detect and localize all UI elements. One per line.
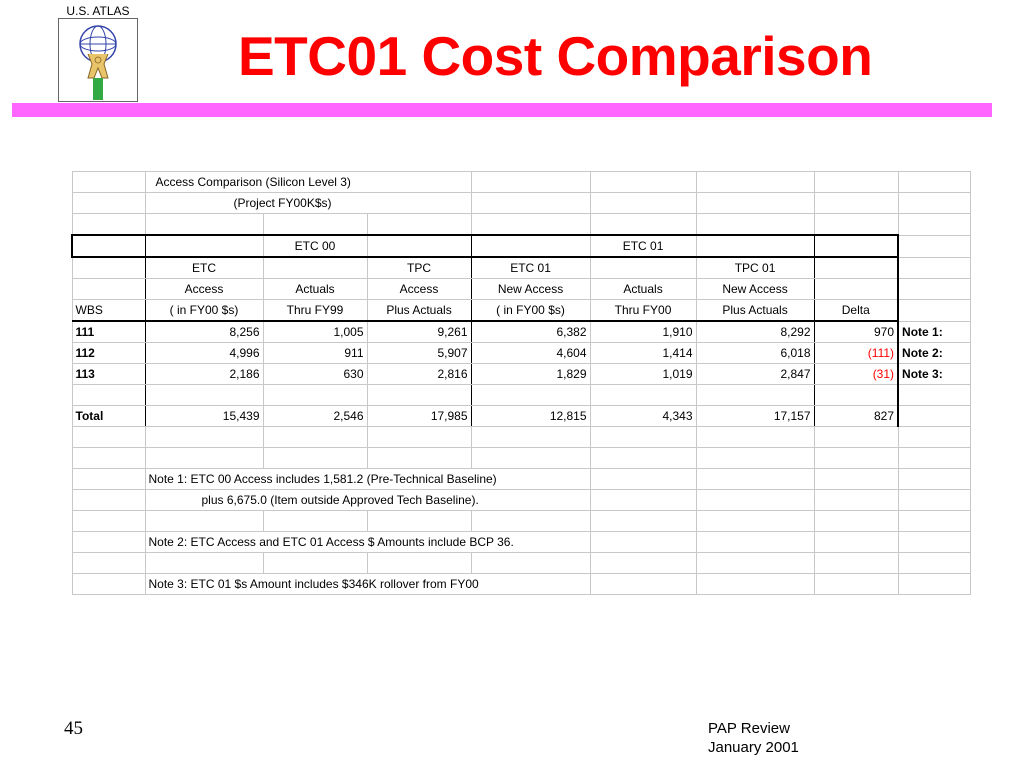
footer-line-1: PAP Review xyxy=(708,720,790,737)
header-cell: New Access xyxy=(471,279,590,300)
header-cell: New Access xyxy=(696,279,814,300)
group-etc00: ETC 00 xyxy=(263,235,367,257)
table-subtitle-row xyxy=(72,193,970,214)
value-cell: 6,382 xyxy=(471,321,590,343)
header-cell: Thru FY00 xyxy=(590,300,696,322)
group-header-row xyxy=(72,235,970,257)
header-cell: Actuals xyxy=(263,279,367,300)
header-cell: Plus Actuals xyxy=(696,300,814,322)
atlas-figure-globe-icon xyxy=(58,18,138,102)
value-cell: 2,816 xyxy=(367,364,471,385)
total-value: 17,157 xyxy=(696,406,814,427)
header-cell: ( in FY00 $s) xyxy=(145,300,263,322)
table-row xyxy=(72,343,970,364)
wbs-cell: 112 xyxy=(72,343,145,364)
table-title: Access Comparison (Silicon Level 3) xyxy=(145,172,471,193)
header-row-3 xyxy=(72,300,970,322)
value-cell: 1,829 xyxy=(471,364,590,385)
note-row xyxy=(72,532,970,553)
total-value: 4,343 xyxy=(590,406,696,427)
note-1-text: Note 1: ETC 00 Access includes 1,581.2 (Pre-Technical Baseline) xyxy=(145,469,590,490)
value-cell: 1,005 xyxy=(263,321,367,343)
wbs-cell: 111 xyxy=(72,321,145,343)
note-row xyxy=(72,574,970,595)
header-cell: Access xyxy=(145,279,263,300)
header-cell xyxy=(814,279,898,300)
note-row xyxy=(72,469,970,490)
header-delta: Delta xyxy=(814,300,898,322)
note-label: Note 3: xyxy=(898,364,970,385)
header-cell: ( in FY00 $s) xyxy=(471,300,590,322)
value-cell: 4,604 xyxy=(471,343,590,364)
cost-comparison-table xyxy=(71,171,971,595)
header-cell xyxy=(263,257,367,279)
value-cell: 4,996 xyxy=(145,343,263,364)
header-cell: TPC 01 xyxy=(696,257,814,279)
title-rule xyxy=(12,103,992,117)
value-cell: 2,186 xyxy=(145,364,263,385)
note-1-continued: plus 6,675.0 (Item outside Approved Tech Baseline). xyxy=(145,490,590,511)
delta-cell: (31) xyxy=(814,364,898,385)
wbs-cell: 113 xyxy=(72,364,145,385)
us-atlas-logo xyxy=(58,4,138,100)
spacer-row xyxy=(72,385,970,406)
header-row-1 xyxy=(72,257,970,279)
value-cell: 6,018 xyxy=(696,343,814,364)
spacer-row xyxy=(72,511,970,532)
header-cell: ETC xyxy=(145,257,263,279)
value-cell: 8,256 xyxy=(145,321,263,343)
spacer-row xyxy=(72,448,970,469)
value-cell: 911 xyxy=(263,343,367,364)
header-cell: Access xyxy=(367,279,471,300)
total-row xyxy=(72,406,970,427)
total-label: Total xyxy=(72,406,145,427)
value-cell: 1,414 xyxy=(590,343,696,364)
note-3-text: Note 3: ETC 01 $s Amount includes $346K rollover from FY00 xyxy=(145,574,590,595)
table-title-row xyxy=(72,172,970,193)
value-cell: 2,847 xyxy=(696,364,814,385)
header-cell: ETC 01 xyxy=(471,257,590,279)
slide-title: ETC01 Cost Comparison xyxy=(238,25,873,87)
value-cell: 630 xyxy=(263,364,367,385)
header-cell xyxy=(814,257,898,279)
header-row-2 xyxy=(72,279,970,300)
note-label: Note 2: xyxy=(898,343,970,364)
total-value: 15,439 xyxy=(145,406,263,427)
spacer-row xyxy=(72,427,970,448)
note-row xyxy=(72,490,970,511)
value-cell: 1,910 xyxy=(590,321,696,343)
footer-line-2: January 2001 xyxy=(708,739,799,756)
table-row xyxy=(72,321,970,343)
value-cell: 5,907 xyxy=(367,343,471,364)
note-label: Note 1: xyxy=(898,321,970,343)
logo-text: U.S. ATLAS xyxy=(66,4,130,18)
total-value: 12,815 xyxy=(471,406,590,427)
value-cell: 1,019 xyxy=(590,364,696,385)
footer-info xyxy=(708,719,799,757)
table-subtitle: (Project FY00K$s) xyxy=(145,193,471,214)
total-value: 2,546 xyxy=(263,406,367,427)
total-delta: 827 xyxy=(814,406,898,427)
value-cell: 9,261 xyxy=(367,321,471,343)
spacer-row xyxy=(72,553,970,574)
table-row xyxy=(72,364,970,385)
delta-cell: (111) xyxy=(814,343,898,364)
header-cell: Actuals xyxy=(590,279,696,300)
header-wbs: WBS xyxy=(72,300,145,322)
value-cell: 8,292 xyxy=(696,321,814,343)
header-cell: TPC xyxy=(367,257,471,279)
delta-cell: 970 xyxy=(814,321,898,343)
page-number: 45 xyxy=(64,718,83,739)
spacer-row xyxy=(72,214,970,236)
total-value: 17,985 xyxy=(367,406,471,427)
header-cell xyxy=(590,257,696,279)
group-etc01: ETC 01 xyxy=(590,235,696,257)
header-cell: Plus Actuals xyxy=(367,300,471,322)
header-cell: Thru FY99 xyxy=(263,300,367,322)
note-2-text: Note 2: ETC Access and ETC 01 Access $ Amounts include BCP 36. xyxy=(145,532,590,553)
